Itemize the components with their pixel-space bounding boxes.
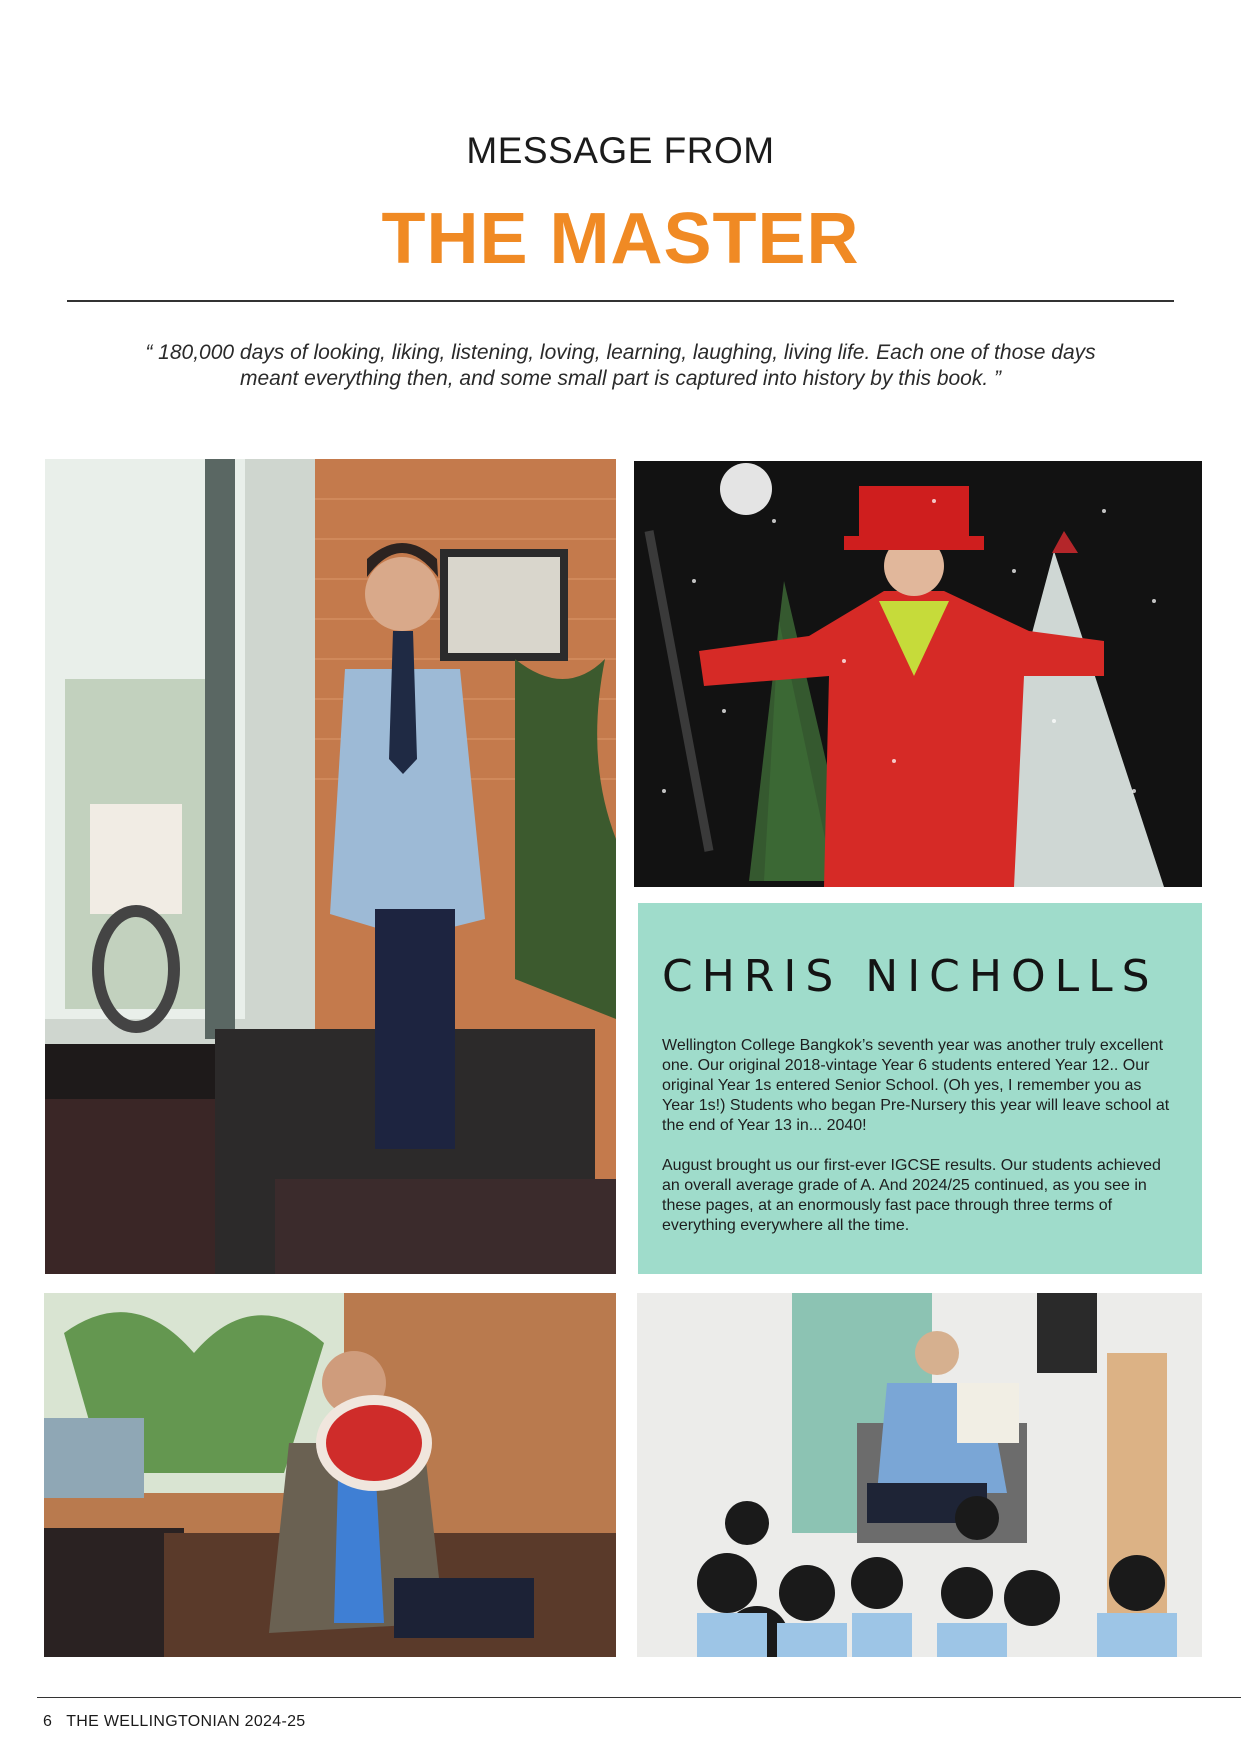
page-footer <box>43 1713 319 1731</box>
page-number: 6 <box>43 1713 53 1730</box>
bio-paragraph-1: Wellington College Bangkok’s seventh year was another truly excellent one. Our original 2018-vintage Year 6 students entered Year 12.. Our original Year 1s entered Senior School. (Oh yes, I remember you as Year 1s!) Students who began Pre-Nursery this year will leave school at the end of Year 13 in... 2040! <box>662 1037 1170 1134</box>
stage-performance-photo <box>634 461 1202 887</box>
pull-quote: “ 180,000 days of looking, liking, listening, loving, learning, laughing, living life. Each one of those days meant everything then, and some small part is captured into history by this book. ” <box>145 341 1096 390</box>
storytime-classroom-photo <box>637 1293 1202 1657</box>
publication-title: THE WELLINGTONIAN 2024-25 <box>66 1713 306 1730</box>
page-title: THE MASTER <box>381 199 860 279</box>
bio-paragraph-2: August brought us our first-ever IGCSE results. Our students achieved an overall average grade of A. And 2024/25 continued, as you see in these pages, at an enormously fast pace through three terms of everything everywhere all the time. <box>662 1157 1161 1234</box>
footer-divider <box>37 1697 1241 1698</box>
bio-name: CHRIS NICHOLLS <box>662 951 1159 1002</box>
portrait-photo-office <box>45 459 616 1274</box>
bio-panel <box>638 903 1202 1274</box>
title-divider <box>67 300 1174 302</box>
page-kicker: MESSAGE FROM <box>466 130 775 171</box>
seated-sign-photo <box>44 1293 616 1657</box>
